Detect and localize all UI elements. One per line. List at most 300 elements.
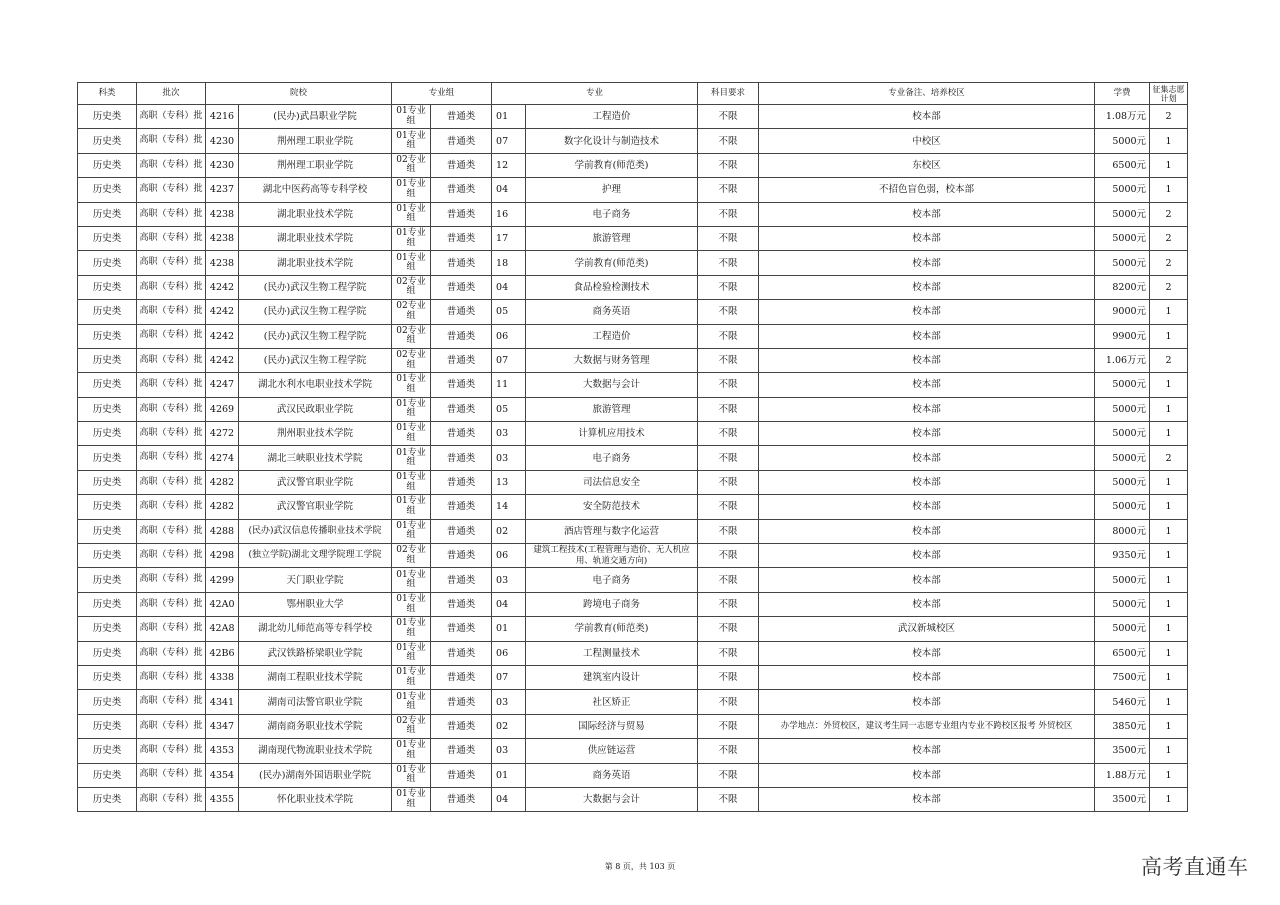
cell-major-code: 11	[492, 373, 526, 397]
table-row	[78, 397, 1188, 421]
cell-kelei: 历史类	[78, 787, 137, 811]
cell-pici	[137, 568, 206, 592]
cell-pici	[137, 544, 206, 568]
cell-major-name: 工程造价	[526, 105, 698, 129]
cell-group-type: 普通类	[431, 446, 492, 470]
cell-school-code: 4242	[206, 275, 239, 299]
cell-group-type: 普通类	[431, 763, 492, 787]
cell-major-code: 16	[492, 202, 526, 226]
cell-major-name: 大数据与财务管理	[526, 348, 698, 372]
cell-major-name: 跨境电子商务	[526, 592, 698, 616]
cell-plan: 2	[1150, 105, 1188, 129]
cell-group	[392, 690, 431, 714]
cell-major-name: 工程造价	[526, 324, 698, 348]
cell-group-text: 02专业组	[396, 715, 426, 736]
cell-requirement: 不限	[698, 397, 759, 421]
cell-plan: 2	[1150, 446, 1188, 470]
cell-major-name: 数字化设计与制造技术	[526, 129, 698, 153]
cell-major-code: 03	[492, 739, 526, 763]
cell-note: 校本部	[759, 348, 1095, 372]
cell-school-code: 42A8	[206, 617, 239, 641]
cell-fee: 9900元	[1095, 324, 1150, 348]
cell-major-name: 食品检验检测技术	[526, 275, 698, 299]
cell-group-text: 01专业组	[396, 789, 426, 809]
table-row	[78, 690, 1188, 714]
table-row	[78, 714, 1188, 738]
cell-major-code: 12	[492, 153, 526, 177]
cell-plan: 1	[1150, 641, 1188, 665]
cell-requirement: 不限	[698, 787, 759, 811]
cell-group-text: 02专业组	[396, 545, 426, 565]
cell-school-code: 4288	[206, 519, 239, 543]
cell-major-code: 01	[492, 763, 526, 787]
cell-major-code: 01	[492, 105, 526, 129]
cell-kelei: 历史类	[78, 568, 137, 592]
cell-group-text: 01专业组	[396, 106, 426, 126]
cell-school-code: 4298	[206, 544, 239, 568]
cell-note: 校本部	[759, 495, 1095, 519]
cell-kelei: 历史类	[78, 300, 137, 324]
cell-group-type: 普通类	[431, 787, 492, 811]
cell-fee: 1.08万元	[1095, 105, 1150, 129]
cell-group-text: 01专业组	[396, 594, 426, 614]
cell-major-code: 13	[492, 470, 526, 494]
cell-school-name: (民办)武汉生物工程学院	[239, 275, 392, 299]
cell-fee: 5000元	[1095, 373, 1150, 397]
cell-kelei: 历史类	[78, 714, 137, 738]
cell-group	[392, 617, 431, 641]
cell-school-code: 4355	[206, 787, 239, 811]
cell-note: 校本部	[759, 665, 1095, 689]
cell-pici	[137, 495, 206, 519]
table-row	[78, 739, 1188, 763]
cell-school-name: (民办)武汉生物工程学院	[239, 348, 392, 372]
cell-requirement: 不限	[698, 714, 759, 738]
cell-major-code: 04	[492, 787, 526, 811]
cell-pici-text: 高职（专科）批	[139, 574, 203, 585]
cell-major-name: 建筑工程技术(工程管理与造价、无人机应用、轨道交通方向)	[526, 544, 698, 568]
header-kemu: 科目要求	[698, 83, 759, 105]
cell-major-code: 14	[492, 495, 526, 519]
watermark-logo-text: 高考直通车	[1141, 855, 1249, 879]
cell-group-type: 普通类	[431, 275, 492, 299]
cell-group	[392, 787, 431, 811]
cell-school-code: 4238	[206, 251, 239, 275]
cell-major-name: 工程测量技术	[526, 641, 698, 665]
cell-major-name: 计算机应用技术	[526, 422, 698, 446]
cell-fee: 9000元	[1095, 300, 1150, 324]
cell-group	[392, 373, 431, 397]
cell-fee: 5000元	[1095, 422, 1150, 446]
table-row	[78, 592, 1188, 616]
cell-pici-text: 高职（专科）批	[139, 720, 203, 731]
cell-kelei: 历史类	[78, 641, 137, 665]
cell-major-name: 旅游管理	[526, 397, 698, 421]
cell-school-name: (民办)武汉信息传播职业技术学院	[239, 519, 392, 543]
cell-school-name: (民办)武汉生物工程学院	[239, 324, 392, 348]
cell-school-name: 湖南现代物流职业技术学院	[239, 739, 392, 763]
cell-school-code: 4299	[206, 568, 239, 592]
cell-group	[392, 739, 431, 763]
cell-requirement: 不限	[698, 275, 759, 299]
cell-school-name: 武汉民政职业学院	[239, 397, 392, 421]
cell-group-type: 普通类	[431, 373, 492, 397]
cell-major-name: 学前教育(师范类)	[526, 153, 698, 177]
cell-requirement: 不限	[698, 690, 759, 714]
cell-fee: 8200元	[1095, 275, 1150, 299]
cell-group	[392, 568, 431, 592]
header-jihua: 征集志愿计划	[1150, 83, 1188, 105]
cell-major-name: 大数据与会计	[526, 373, 698, 397]
cell-pici-text: 高职（专科）批	[139, 745, 203, 756]
table-row	[78, 373, 1188, 397]
cell-school-code: 4272	[206, 422, 239, 446]
cell-group-text: 01专业组	[396, 667, 426, 687]
cell-requirement: 不限	[698, 373, 759, 397]
cell-school-name: 怀化职业技术学院	[239, 787, 392, 811]
cell-kelei: 历史类	[78, 446, 137, 470]
cell-group-text: 02专业组	[396, 350, 426, 370]
cell-plan: 1	[1150, 592, 1188, 616]
cell-pici-text: 高职（专科）批	[139, 476, 203, 487]
cell-major-code: 01	[492, 617, 526, 641]
cell-fee: 5000元	[1095, 129, 1150, 153]
cell-major-code: 18	[492, 251, 526, 275]
cell-group	[392, 495, 431, 519]
cell-school-code: 4282	[206, 470, 239, 494]
cell-plan: 2	[1150, 348, 1188, 372]
cell-kelei: 历史类	[78, 202, 137, 226]
cell-pici	[137, 446, 206, 470]
cell-pici	[137, 470, 206, 494]
cell-note: 校本部	[759, 568, 1095, 592]
cell-group-text: 01专业组	[396, 203, 426, 224]
cell-pici	[137, 153, 206, 177]
cell-school-name: 武汉警官职业学院	[239, 495, 392, 519]
cell-major-name: 大数据与会计	[526, 787, 698, 811]
cell-group-type: 普通类	[431, 495, 492, 519]
cell-school-name: 荆州理工职业学院	[239, 153, 392, 177]
cell-school-name: 荆州理工职业学院	[239, 129, 392, 153]
cell-fee: 5000元	[1095, 495, 1150, 519]
cell-group	[392, 105, 431, 129]
cell-major-name: 商务英语	[526, 300, 698, 324]
cell-major-name: 供应链运营	[526, 739, 698, 763]
cell-pici-text: 高职（专科）批	[139, 623, 203, 634]
page-number: 第 8 页，共 103 页	[604, 862, 676, 871]
cell-note: 校本部	[759, 641, 1095, 665]
cell-school-name: 鄂州职业大学	[239, 592, 392, 616]
cell-plan: 1	[1150, 544, 1188, 568]
cell-group	[392, 397, 431, 421]
cell-fee: 5460元	[1095, 690, 1150, 714]
cell-pici	[137, 373, 206, 397]
cell-group-type: 普通类	[431, 324, 492, 348]
cell-pici	[137, 592, 206, 616]
cell-fee: 5000元	[1095, 251, 1150, 275]
cell-kelei: 历史类	[78, 690, 137, 714]
cell-major-name: 商务英语	[526, 763, 698, 787]
cell-note: 校本部	[759, 226, 1095, 250]
cell-note: 校本部	[759, 763, 1095, 787]
cell-kelei: 历史类	[78, 373, 137, 397]
table-row	[78, 470, 1188, 494]
cell-major-code: 03	[492, 422, 526, 446]
cell-group-type: 普通类	[431, 617, 492, 641]
cell-school-name: 湖南商务职业技术学院	[239, 714, 392, 738]
cell-major-code: 07	[492, 665, 526, 689]
cell-group-type: 普通类	[431, 592, 492, 616]
cell-major-name: 学前教育(师范类)	[526, 617, 698, 641]
cell-school-code: 4341	[206, 690, 239, 714]
cell-major-name: 建筑室内设计	[526, 665, 698, 689]
table-row	[78, 544, 1188, 568]
cell-requirement: 不限	[698, 519, 759, 543]
cell-pici	[137, 226, 206, 250]
cell-note: 校本部	[759, 251, 1095, 275]
cell-group-text: 01专业组	[396, 423, 426, 443]
cell-fee: 5000元	[1095, 617, 1150, 641]
cell-plan: 1	[1150, 568, 1188, 592]
cell-group-type: 普通类	[431, 129, 492, 153]
cell-pici	[137, 422, 206, 446]
cell-group-text: 01专业组	[396, 130, 426, 151]
cell-plan: 1	[1150, 739, 1188, 763]
table-row	[78, 275, 1188, 299]
cell-fee: 5000元	[1095, 470, 1150, 494]
cell-group-type: 普通类	[431, 422, 492, 446]
cell-school-code: 4230	[206, 153, 239, 177]
cell-school-code: 4338	[206, 665, 239, 689]
cell-plan: 1	[1150, 129, 1188, 153]
cell-group-type: 普通类	[431, 348, 492, 372]
cell-requirement: 不限	[698, 129, 759, 153]
cell-note: 办学地点：外贸校区，建议考生同一志愿专业组内专业不跨校区报考 外贸校区	[759, 714, 1095, 738]
cell-requirement: 不限	[698, 495, 759, 519]
cell-pici	[137, 739, 206, 763]
cell-kelei: 历史类	[78, 226, 137, 250]
table-row	[78, 787, 1188, 811]
cell-pici	[137, 348, 206, 372]
cell-school-code: 4247	[206, 373, 239, 397]
table-row	[78, 129, 1188, 153]
cell-school-code: 4242	[206, 348, 239, 372]
cell-major-name: 国际经济与贸易	[526, 714, 698, 738]
cell-requirement: 不限	[698, 348, 759, 372]
header-kelei: 科类	[78, 83, 137, 105]
cell-group-text: 01专业组	[396, 740, 426, 760]
table-row	[78, 226, 1188, 250]
cell-group	[392, 202, 431, 226]
cell-kelei: 历史类	[78, 739, 137, 763]
cell-pici-text: 高职（专科）批	[139, 184, 203, 195]
cell-plan: 2	[1150, 251, 1188, 275]
cell-pici	[137, 519, 206, 543]
table-row	[78, 300, 1188, 324]
header-xuefei: 学费	[1095, 83, 1150, 105]
cell-group-text: 02专业组	[396, 325, 426, 346]
cell-group	[392, 153, 431, 177]
cell-group-type: 普通类	[431, 544, 492, 568]
cell-pici-text: 高职（专科）批	[139, 598, 203, 609]
cell-school-name: (民办)湖南外国语职业学院	[239, 763, 392, 787]
cell-pici	[137, 275, 206, 299]
table-row	[78, 446, 1188, 470]
cell-group	[392, 348, 431, 372]
table-body	[78, 105, 1188, 812]
cell-kelei: 历史类	[78, 153, 137, 177]
cell-group-type: 普通类	[431, 568, 492, 592]
cell-school-code: 4242	[206, 324, 239, 348]
cell-kelei: 历史类	[78, 519, 137, 543]
cell-school-code: 42A0	[206, 592, 239, 616]
cell-pici	[137, 251, 206, 275]
cell-note: 校本部	[759, 275, 1095, 299]
cell-group-text: 01专业组	[396, 398, 426, 419]
cell-fee: 8000元	[1095, 519, 1150, 543]
cell-pici-text: 高职（专科）批	[139, 696, 203, 707]
cell-fee: 3500元	[1095, 787, 1150, 811]
cell-school-name: 湖北职业技术学院	[239, 251, 392, 275]
cell-kelei: 历史类	[78, 129, 137, 153]
cell-note: 校本部	[759, 470, 1095, 494]
cell-school-code: 4274	[206, 446, 239, 470]
cell-pici-text: 高职（专科）批	[139, 281, 203, 292]
cell-major-name: 旅游管理	[526, 226, 698, 250]
cell-pici-text: 高职（专科）批	[139, 403, 203, 414]
cell-group-type: 普通类	[431, 397, 492, 421]
cell-requirement: 不限	[698, 592, 759, 616]
cell-fee: 1.88万元	[1095, 763, 1150, 787]
cell-pici	[137, 787, 206, 811]
cell-plan: 1	[1150, 690, 1188, 714]
cell-kelei: 历史类	[78, 665, 137, 689]
cell-note: 校本部	[759, 373, 1095, 397]
cell-kelei: 历史类	[78, 763, 137, 787]
admission-plan-table	[77, 82, 1188, 812]
cell-school-name: 武汉铁路桥梁职业学院	[239, 641, 392, 665]
cell-group-text: 01专业组	[396, 179, 426, 199]
cell-group-type: 普通类	[431, 178, 492, 202]
cell-requirement: 不限	[698, 446, 759, 470]
cell-plan: 1	[1150, 519, 1188, 543]
cell-pici-text: 高职（专科）批	[139, 647, 203, 658]
cell-pici-text: 高职（专科）批	[139, 549, 203, 560]
cell-pici	[137, 324, 206, 348]
cell-major-name: 社区矫正	[526, 690, 698, 714]
cell-major-code: 04	[492, 275, 526, 299]
cell-major-code: 06	[492, 544, 526, 568]
cell-note: 校本部	[759, 324, 1095, 348]
table-row	[78, 568, 1188, 592]
cell-kelei: 历史类	[78, 397, 137, 421]
cell-requirement: 不限	[698, 763, 759, 787]
table-row	[78, 519, 1188, 543]
cell-requirement: 不限	[698, 665, 759, 689]
cell-pici-text: 高职（专科）批	[139, 793, 203, 804]
cell-pici-text: 高职（专科）批	[139, 330, 203, 341]
cell-fee: 6500元	[1095, 153, 1150, 177]
table-row	[78, 153, 1188, 177]
cell-group-type: 普通类	[431, 519, 492, 543]
table-header-row	[78, 83, 1188, 105]
cell-group-type: 普通类	[431, 153, 492, 177]
table-row	[78, 641, 1188, 665]
cell-fee: 1.06万元	[1095, 348, 1150, 372]
cell-school-code: 4353	[206, 739, 239, 763]
cell-pici	[137, 665, 206, 689]
cell-group	[392, 470, 431, 494]
cell-pici	[137, 714, 206, 738]
cell-major-code: 07	[492, 129, 526, 153]
cell-plan: 1	[1150, 617, 1188, 641]
cell-plan: 1	[1150, 397, 1188, 421]
cell-school-name: 湖北水利水电职业技术学院	[239, 373, 392, 397]
cell-major-code: 05	[492, 397, 526, 421]
cell-fee: 5000元	[1095, 592, 1150, 616]
cell-group-text: 01专业组	[396, 447, 426, 468]
cell-note: 中校区	[759, 129, 1095, 153]
table-row	[78, 324, 1188, 348]
cell-note: 校本部	[759, 300, 1095, 324]
table-row	[78, 178, 1188, 202]
cell-plan: 1	[1150, 178, 1188, 202]
cell-fee: 9350元	[1095, 544, 1150, 568]
cell-plan: 2	[1150, 275, 1188, 299]
header-yuanxiao: 院校	[206, 83, 392, 105]
cell-pici	[137, 105, 206, 129]
cell-group-text: 01专业组	[396, 618, 426, 638]
cell-group-type: 普通类	[431, 641, 492, 665]
cell-group-text: 01专业组	[396, 520, 426, 541]
cell-kelei: 历史类	[78, 178, 137, 202]
cell-school-name: 武汉警官职业学院	[239, 470, 392, 494]
cell-note: 武汉新城校区	[759, 617, 1095, 641]
cell-plan: 1	[1150, 714, 1188, 738]
table-row	[78, 617, 1188, 641]
cell-plan: 1	[1150, 153, 1188, 177]
cell-note: 校本部	[759, 202, 1095, 226]
cell-note: 校本部	[759, 446, 1095, 470]
cell-plan: 1	[1150, 373, 1188, 397]
cell-fee: 6500元	[1095, 641, 1150, 665]
cell-fee: 3850元	[1095, 714, 1150, 738]
cell-requirement: 不限	[698, 153, 759, 177]
cell-pici	[137, 300, 206, 324]
cell-school-code: 4282	[206, 495, 239, 519]
cell-major-code: 05	[492, 300, 526, 324]
table-row	[78, 763, 1188, 787]
cell-requirement: 不限	[698, 105, 759, 129]
cell-plan: 1	[1150, 665, 1188, 689]
cell-pici-text: 高职（专科）批	[139, 769, 203, 780]
cell-fee: 5000元	[1095, 202, 1150, 226]
cell-group	[392, 300, 431, 324]
cell-group-type: 普通类	[431, 105, 492, 129]
cell-pici-text: 高职（专科）批	[139, 501, 203, 512]
cell-fee: 5000元	[1095, 178, 1150, 202]
cell-group-text: 02专业组	[396, 301, 426, 321]
cell-pici-text: 高职（专科）批	[139, 232, 203, 243]
cell-note: 东校区	[759, 153, 1095, 177]
cell-group	[392, 226, 431, 250]
cell-school-code: 4242	[206, 300, 239, 324]
cell-pici-text: 高职（专科）批	[139, 525, 203, 536]
cell-group-type: 普通类	[431, 690, 492, 714]
cell-group-type: 普通类	[431, 470, 492, 494]
cell-kelei: 历史类	[78, 324, 137, 348]
cell-group-type: 普通类	[431, 251, 492, 275]
